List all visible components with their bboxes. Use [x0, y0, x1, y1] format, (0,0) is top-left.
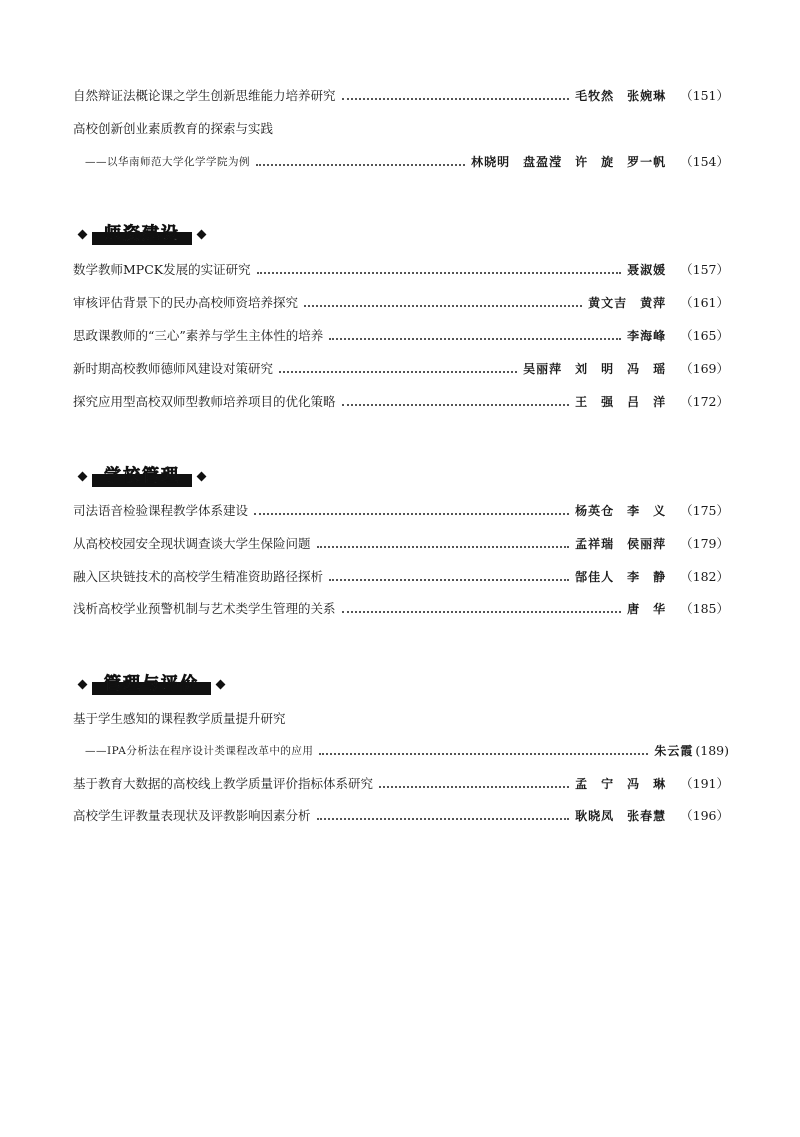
entry-title: 基于教育大数据的高校线上教学质量评价指标体系研究 [73, 776, 374, 791]
toc-entry[interactable] [73, 359, 729, 379]
entry-page: （157） [680, 262, 729, 277]
section-label-box [92, 465, 192, 487]
diamond-icon [78, 471, 88, 481]
entry-title: 审核评估背景下的民办高校师资培养探究 [73, 295, 299, 310]
entry-page: （151） [680, 88, 729, 103]
section-header-faculty [73, 220, 211, 248]
entry-authors: 林晓明 盘盈滢 许 旋 罗一帆 [471, 155, 667, 169]
entry-title: 新时期高校教师德师风建设对策研究 [73, 361, 274, 376]
dot-leader [379, 785, 569, 788]
entry-authors: 孟祥瑞 侯丽萍 [575, 537, 667, 551]
entry-authors: 唐 华 [627, 602, 667, 616]
toc-entry[interactable] [73, 260, 729, 280]
entry-title: 自然辩证法概论课之学生创新思维能力培养研究 [73, 88, 336, 103]
toc-entry[interactable] [73, 774, 729, 794]
toc-entry[interactable] [73, 534, 729, 554]
section-label: 管理与评价 [104, 674, 199, 694]
toc-entry[interactable] [73, 326, 729, 346]
entry-title: 从高校校园安全现状调查谈大学生保险问题 [73, 536, 311, 551]
entry-title: 数学教师MPCK发展的实证研究 [73, 262, 251, 277]
entry-authors: 郜佳人 李 静 [575, 570, 667, 584]
section-label-box [92, 223, 192, 245]
entry-title: 高校学生评教量表现状及评教影响因素分析 [73, 808, 311, 823]
diamond-icon [78, 229, 88, 239]
diamond-icon [216, 679, 226, 689]
entry-authors: 聂淑媛 [627, 263, 667, 277]
entry-authors: 杨英仓 李 义 [575, 504, 667, 518]
entry-page: （175） [680, 503, 729, 518]
diamond-icon [197, 471, 207, 481]
entry-authors: 朱云霞 [654, 744, 694, 758]
section-header-management-evaluation [73, 670, 230, 698]
entry-page: （191） [680, 776, 729, 791]
entry-title: 司法语音检验课程教学体系建设 [73, 503, 249, 518]
entry-title: 思政课教师的“三心”素养与学生主体性的培养 [73, 328, 324, 343]
dot-leader [304, 304, 582, 307]
entry-page: （179） [680, 536, 729, 551]
entry-title: 浅析高校学业预警机制与艺术类学生管理的关系 [73, 601, 336, 616]
entry-page: （196） [680, 808, 729, 823]
dot-leader [256, 163, 465, 166]
entry-authors: 毛牧然 张婉琳 [575, 89, 667, 103]
dot-leader [319, 752, 648, 755]
diamond-icon [78, 679, 88, 689]
entry-authors: 王 强 吕 洋 [575, 395, 667, 409]
entry-title: 探究应用型高校双师型教师培养项目的优化策略 [73, 394, 336, 409]
entry-page: （169） [680, 361, 729, 376]
entry-page: (189) [695, 743, 729, 758]
entry-authors: 吴丽萍 刘 明 冯 瑶 [523, 362, 667, 376]
toc-entry-sub[interactable] [73, 741, 729, 761]
entry-page: （182） [680, 569, 729, 584]
toc-entry[interactable] [73, 392, 729, 412]
entry-authors: 孟 宁 冯 琳 [575, 777, 667, 791]
entry-page: （154） [680, 154, 729, 169]
entry-title: 融入区块链技术的高校学生精准资助路径探析 [73, 569, 324, 584]
entry-page: （165） [680, 328, 729, 343]
entry-page: （161） [680, 295, 729, 310]
section-label: 师资建设 [104, 224, 180, 244]
section-label-box [92, 673, 211, 695]
toc-entry-sub[interactable] [73, 152, 729, 172]
entry-page: （172） [680, 394, 729, 409]
toc-entry[interactable] [73, 86, 729, 106]
entry-subtitle: ——以华南师范大学化学学院为例 [85, 156, 250, 168]
section-label: 学校管理 [104, 466, 180, 486]
dot-leader [279, 370, 517, 373]
dot-leader [342, 97, 570, 100]
toc-entry[interactable] [73, 599, 729, 619]
toc-entry[interactable] [73, 567, 729, 587]
dot-leader [317, 817, 570, 820]
dot-leader [254, 512, 569, 515]
entry-authors: 耿晓凤 张春慧 [575, 809, 667, 823]
toc-entry[interactable] [73, 806, 729, 826]
toc-entry[interactable] [73, 501, 729, 521]
entry-authors: 李海峰 [627, 329, 667, 343]
toc-entry[interactable] [73, 293, 729, 313]
section-header-school-management [73, 462, 211, 490]
diamond-icon [197, 229, 207, 239]
entry-page: （185） [680, 601, 729, 616]
dot-leader [257, 271, 622, 274]
dot-leader [317, 545, 570, 548]
entry-heading[interactable]: 高校创新创业素质教育的探索与实践 [73, 121, 274, 136]
dot-leader [329, 337, 621, 340]
entry-heading[interactable]: 基于学生感知的课程教学质量提升研究 [73, 711, 286, 726]
dot-leader [342, 403, 570, 406]
dot-leader [342, 610, 622, 613]
dot-leader [329, 578, 569, 581]
entry-authors: 黄文吉 黄萍 [588, 296, 667, 310]
entry-subtitle: ——IPA分析法在程序设计类课程改革中的应用 [85, 745, 314, 757]
